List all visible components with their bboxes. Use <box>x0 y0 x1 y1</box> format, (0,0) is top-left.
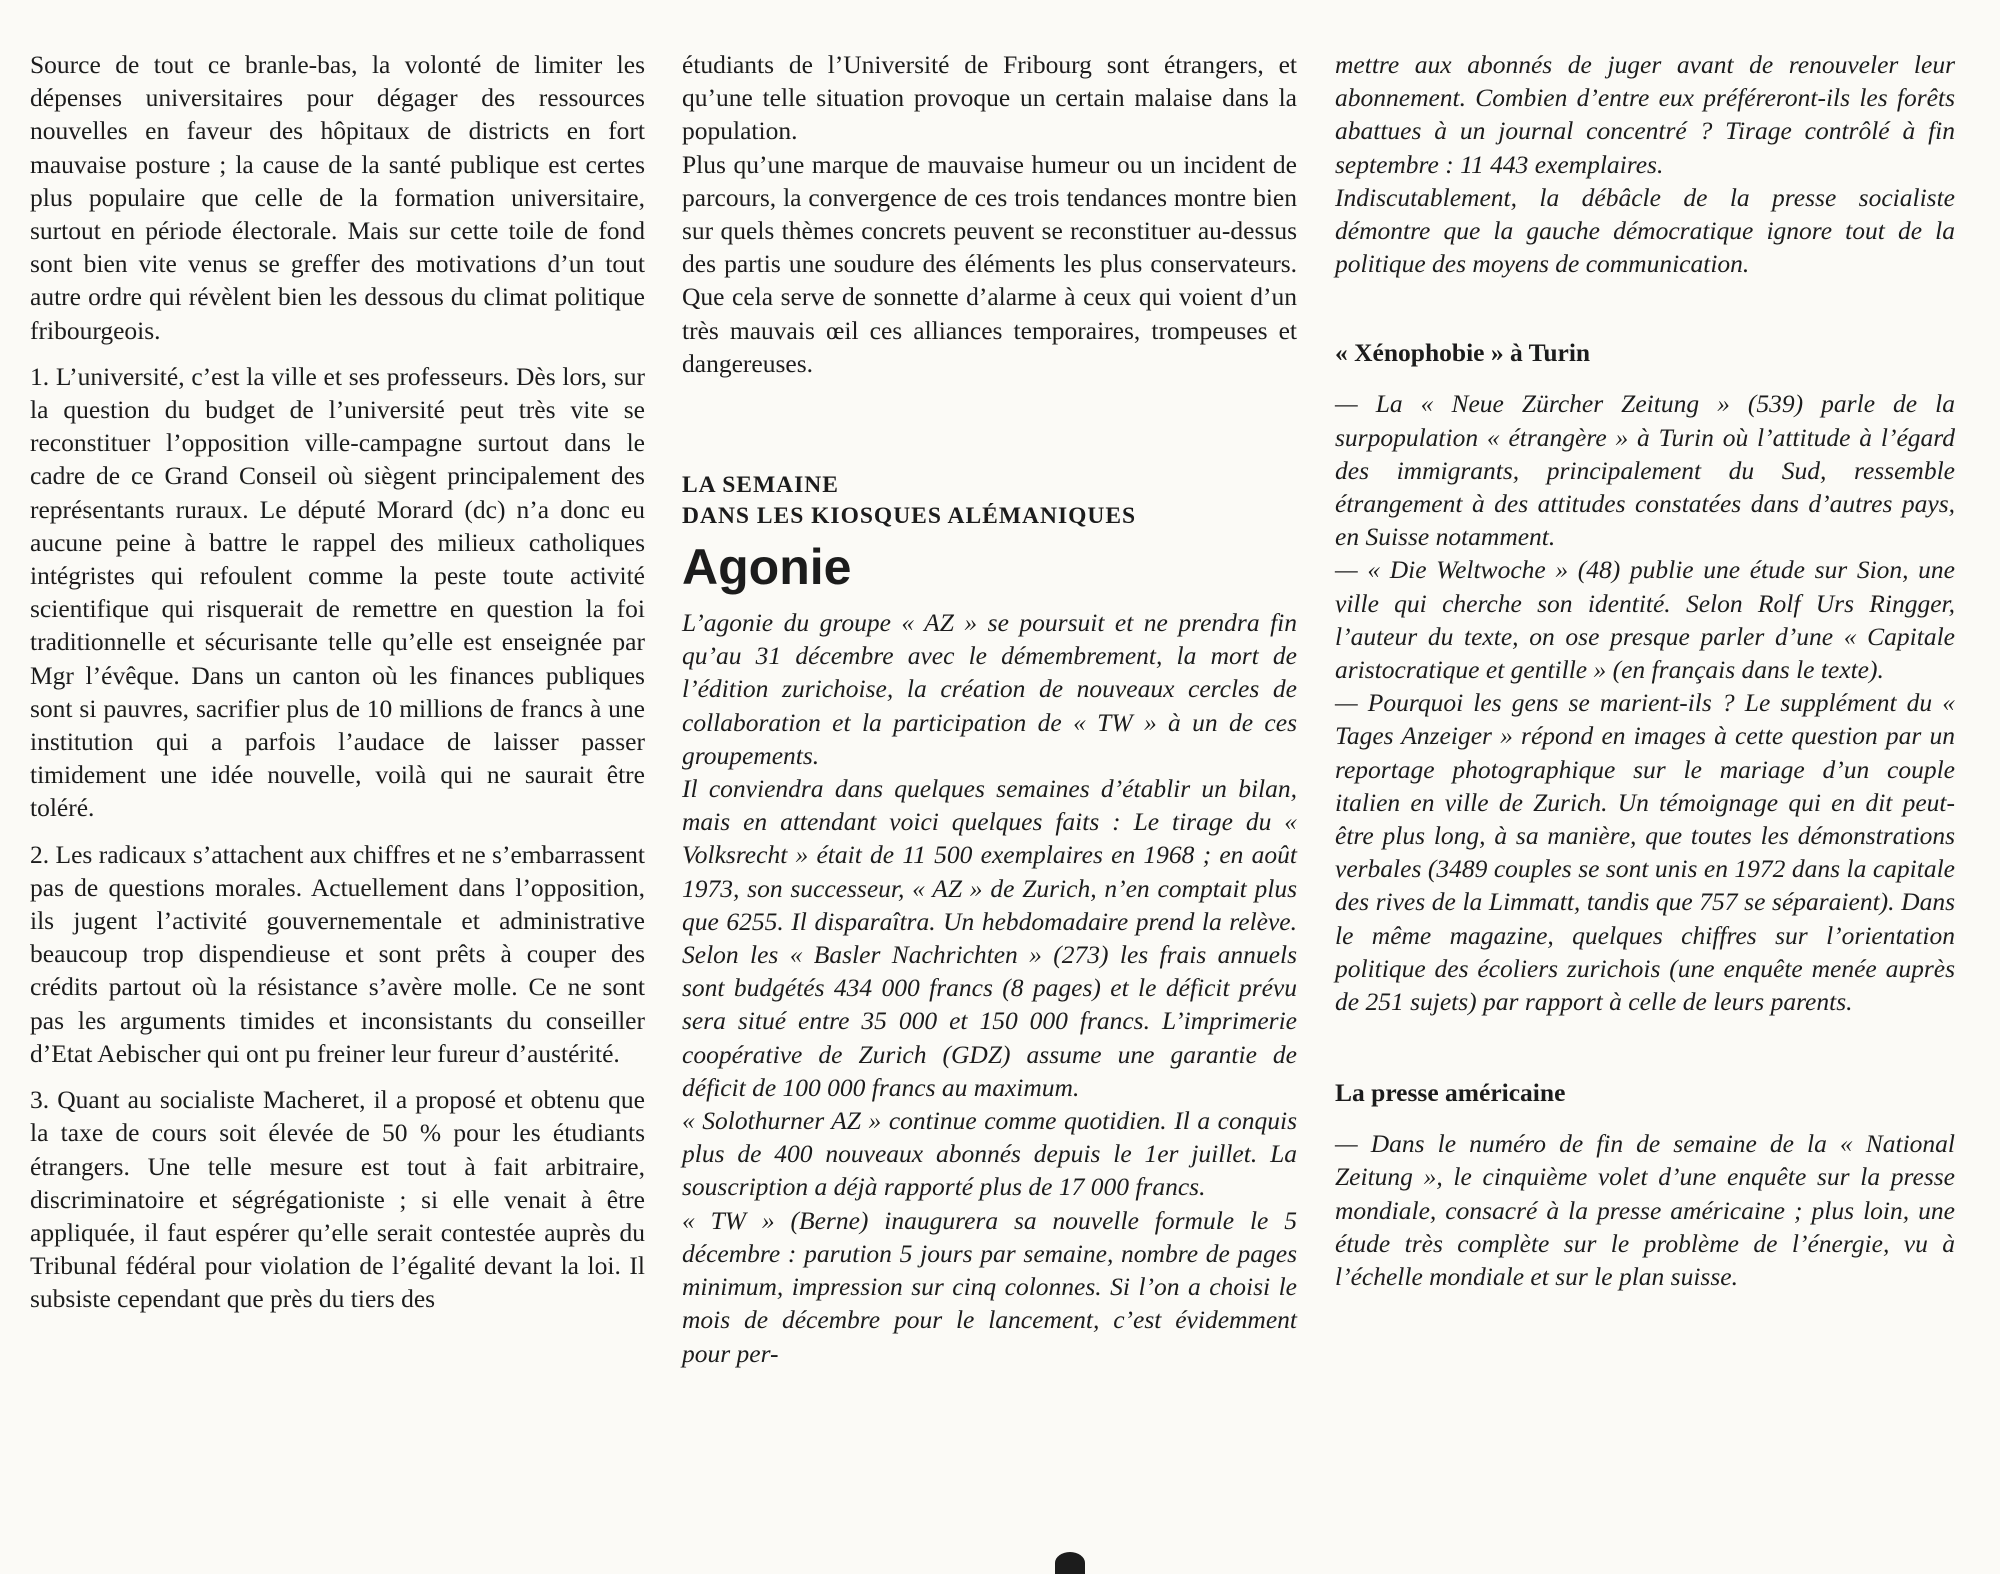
paragraph: Source de tout ce branle-bas, la volonté de limiter les dépenses universitaires pour dégager des ressources nouvelles en faveur des hôpitaux de districts en fort mauvaise posture ; la cause de la santé publique est certes plus populaire que celle de la formation universitaire, surtout en période électorale. Mais sur cette toile de fond sont bien vite venus se greffer des motivations d’un tout autre ordre qui révèlent bien les dessous du climat politique fribourgeois. <box>30 50 645 345</box>
rubric-line: DANS LES KIOSQUES ALÉMANIQUES <box>682 503 1137 530</box>
paragraph: — La « Neue Zürcher Zeitung » (539) parle de la surpopulation « étrangère » à Turin où l’attitude à l’égard des immigrants, principalement du Sud, ressemble étrangement à des attitudes constatées dans d’autres pays, en Suisse notamment. <box>1335 389 1955 552</box>
paragraph: 1. L’université, c’est la ville et ses professeurs. Dès lors, sur la question du budget de l’université peut très vite se reconstituer l’opposition ville-campagne surtout dans le cadre de ce Grand Conseil où siègent principalement des représentants ruraux. Le député Morard (dc) n’a donc eu aucune peine à battre le rappel des milieux catholiques intégristes qui refoulent comme la peste toute activité scientifique qui risquerait de remettre en question la foi traditionnelle et sécurisante telle qu’elle est enseignée par Mgr l’évêque. Dans un canton où les finances publiques sont si pauvres, sacrifier plus de 10 millions de francs à une institution qui a parfois l’audace de laisser passer timidement une idée nouvelle, voilà qui ne saurait être toléré. <box>30 361 645 823</box>
paragraph: — Dans le numéro de fin de semaine de la « National Zeitung », le cinquième volet d’une enquête sur la presse mondiale, consacré à la presse américaine ; plus loin, une étude très complète sur le problème de l’énergie, vu à l’échelle mondiale et sur le plan suisse. <box>1335 1129 1955 1292</box>
paragraph: Plus qu’une marque de mauvaise humeur ou un incident de parcours, la convergence de ces trois tendances montre bien sur quels thèmes concrets peuvent se reconstituer au-dessus des partis une soudure des éléments les plus conservateurs. Que cela serve de sonnette d’alarme à ceux qui voient d’un très mauvais œil ces alliances temporaires, trompeuses et dangereuses. <box>682 149 1297 378</box>
paragraph: — « Die Weltwoche » (48) publie une étude sur Sion, une ville qui cherche son identité. Selon Rolf Urs Ringger, l’auteur du texte, on ose presque parler d’une « Capitale aristocratique et gentille » (en français dans le texte). <box>1335 555 1955 685</box>
paragraph: Indiscutablement, la débâcle de la presse socialiste démontre que la gauche démocratique ignore tout de la politique des moyens de communication. <box>1335 182 1955 279</box>
paragraph: étudiants de l’Université de Fribourg sont étrangers, et qu’une telle situation provoque un certain malaise dans la population. <box>682 50 1297 146</box>
column-2 <box>682 48 1297 1370</box>
paragraph: 3. Quant au socialiste Macheret, il a proposé et obtenu que la taxe de cours soit élevée de 50 % pour les étudiants étrangers. Une telle mesure est tout à fait arbitraire, discriminatoire et ségrégationiste ; si elle venait à être appliquée, il faut espérer qu’elle serait contestée auprès du Tribunal fédéral pour violation de l’égalité devant la loi. Il subsiste cependant que près du tiers des <box>30 1085 645 1314</box>
column-3 <box>1335 48 1955 1293</box>
paragraph: « Solothurner AZ » continue comme quotidien. Il a conquis plus de 400 nouveaux abonnés depuis le 1er juillet. La souscription a déjà rapporté plus de 17 000 francs. <box>682 1106 1297 1202</box>
paragraph: 2. Les radicaux s’attachent aux chiffres et ne s’embarrassent pas de questions morales. Actuellement dans l’opposition, ils jugent l’activité gouvernementale et administrative beaucoup trop dispendieuse et sont prêts à couper des crédits partout où la résistance s’avère molle. Ce ne sont pas les arguments timides et inconsistants du conseiller d’Etat Aebischer qui ont pu freiner leur fureur d’austérité. <box>30 839 645 1068</box>
paragraph: Il conviendra dans quelques semaines d’établir un bilan, mais en attendant voici quelques faits : Le tirage du « Volksrecht » était de 11 500 exemplaires en 1968 ; en août 1973, son successeur, « AZ » de Zurich, n’en comptait plus que 6255. Il disparaîtra. Un hebdomadaire prend la relève. Selon les « Basler Nachrichten » (273) les frais annuels sont budgétés 434 000 francs (8 pages) et le déficit prévu sera situé entre 35 000 et 150 000 francs. L’imprimerie coopérative de Zurich (GDZ) assume une garantie de déficit de 100 000 francs au maximum. <box>682 774 1297 1102</box>
paragraph: — Pourquoi les gens se marient-ils ? Le supplément du « Tages Anzeiger » répond en images à cette question par un reportage photographique sur le mariage d’un couple italien en ville de Zurich. Un témoignage qui en dit peut-être plus long, à sa manière, que toutes les démonstrations verbales (3489 couples se sont unis en 1972 dans la capitale des rives de la Limmatt, tandis que 757 se séparaient). Dans le même magazine, quelques chiffres sur l’orientation politique des écoliers zurichois (une enquête menée auprès de 251 sujets) par rapport à celle de leurs parents. <box>1335 688 1955 1017</box>
section-rubric <box>682 470 1297 532</box>
article-headline: Agonie <box>682 539 852 596</box>
paragraph: mettre aux abonnés de juger avant de renouveler leur abonnement. Combien d’entre eux préféreront-ils les forêts abattues à un journal concentré ? Tirage contrôlé à fin septembre : 11 443 exemplaires. <box>1335 50 1955 179</box>
column-1 <box>30 48 645 1316</box>
section-subhead: « Xénophobie » à Turin <box>1335 338 1591 368</box>
rubric-line: LA SEMAINE <box>682 472 839 499</box>
paragraph: L’agonie du groupe « AZ » se poursuit et ne prendra fin qu’au 31 décembre avec le démembrement, la mort de l’édition zurichoise, la création de nouveaux cercles de collaboration et la participation de « TW » à un de ces groupements. <box>682 608 1297 770</box>
paragraph: « TW » (Berne) inaugurera sa nouvelle formule le 5 décembre : parution 5 jours par semaine, nombre de pages minimum, impression sur cinq colonnes. Si l’on a choisi le mois de décembre pour le lancement, c’est évidemment pour per- <box>682 1205 1297 1368</box>
page-ornament-icon <box>1055 1552 1085 1574</box>
section-subhead: La presse américaine <box>1335 1078 1566 1108</box>
